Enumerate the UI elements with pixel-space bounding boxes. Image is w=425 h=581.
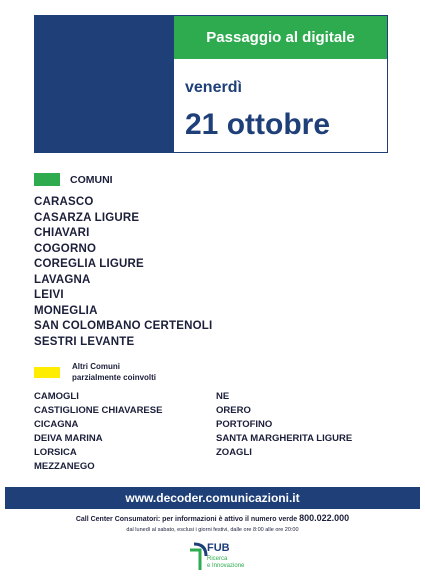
altro-comune-item: ORERO bbox=[216, 405, 251, 416]
altro-comune-item: MEZZANEGO bbox=[34, 461, 95, 472]
blue-panel bbox=[35, 16, 174, 152]
legend-comuni-label: COMUNI bbox=[70, 173, 113, 186]
comune-item: LAVAGNA bbox=[34, 273, 91, 286]
altro-comune-item: CICAGNA bbox=[34, 419, 79, 430]
altro-comune-item: PORTOFINO bbox=[216, 419, 273, 430]
comune-item: MONEGLIA bbox=[34, 304, 98, 317]
altri-list-col1 bbox=[34, 390, 162, 474]
comune-item: LEIVI bbox=[34, 289, 64, 301]
green-swatch bbox=[34, 173, 60, 186]
comune-item: CASARZA LIGURE bbox=[34, 211, 140, 224]
altri-list-col2 bbox=[216, 390, 352, 460]
legend-altri-line1: Altri Comuni bbox=[72, 362, 120, 371]
comune-item: COREGLIA LIGURE bbox=[34, 258, 144, 270]
logo-sub-line1: Ricerca bbox=[207, 556, 228, 562]
legend-altri bbox=[34, 361, 156, 383]
comune-item: SESTRI LEVANTE bbox=[34, 335, 135, 348]
comuni-list bbox=[34, 195, 212, 350]
altro-comune-item: SANTA MARGHERITA LIGURE bbox=[216, 433, 353, 444]
comune-item: COGORNO bbox=[34, 242, 97, 255]
altro-comune-item: ZOAGLI bbox=[216, 447, 252, 458]
legend-comuni bbox=[34, 173, 113, 186]
logo-name: FUB bbox=[207, 542, 230, 554]
website-url[interactable]: www.decoder.comunicazioni.it bbox=[5, 487, 420, 509]
date-label: 21 ottobre bbox=[185, 108, 331, 141]
banner-title: Passaggio al digitale bbox=[174, 16, 387, 59]
callcenter-number: 800.022.000 bbox=[299, 513, 350, 523]
legend-altri-line2: parzialmente coinvolti bbox=[72, 373, 157, 382]
callcenter-hours: dal lunedì al sabato, esclusi i giorni festivi, dalle ore 8:00 alle ore 20:00 bbox=[126, 527, 299, 533]
header-block bbox=[34, 15, 388, 153]
comune-item: CHIAVARI bbox=[34, 227, 90, 239]
altro-comune-item: LORSICA bbox=[34, 447, 77, 458]
callcenter-text: Call Center Consumatori: per informazioni è attivo il numero verde bbox=[75, 516, 298, 523]
legend-altri-label bbox=[72, 361, 156, 383]
logo-subtitle bbox=[207, 556, 244, 570]
altro-comune-item: NE bbox=[216, 391, 230, 402]
yellow-swatch bbox=[34, 367, 60, 378]
callcenter-info bbox=[0, 513, 425, 523]
logo-sub-line2: e Innovazione bbox=[207, 563, 245, 569]
day-label: venerdì bbox=[185, 79, 242, 96]
altro-comune-item: DEIVA MARINA bbox=[34, 433, 103, 444]
comune-item: CARASCO bbox=[34, 196, 94, 208]
altro-comune-item: CASTIGLIONE CHIAVARESE bbox=[34, 405, 163, 416]
comune-item: SAN COLOMBANO CERTENOLI bbox=[34, 320, 213, 332]
altro-comune-item: CAMOGLI bbox=[34, 391, 79, 402]
